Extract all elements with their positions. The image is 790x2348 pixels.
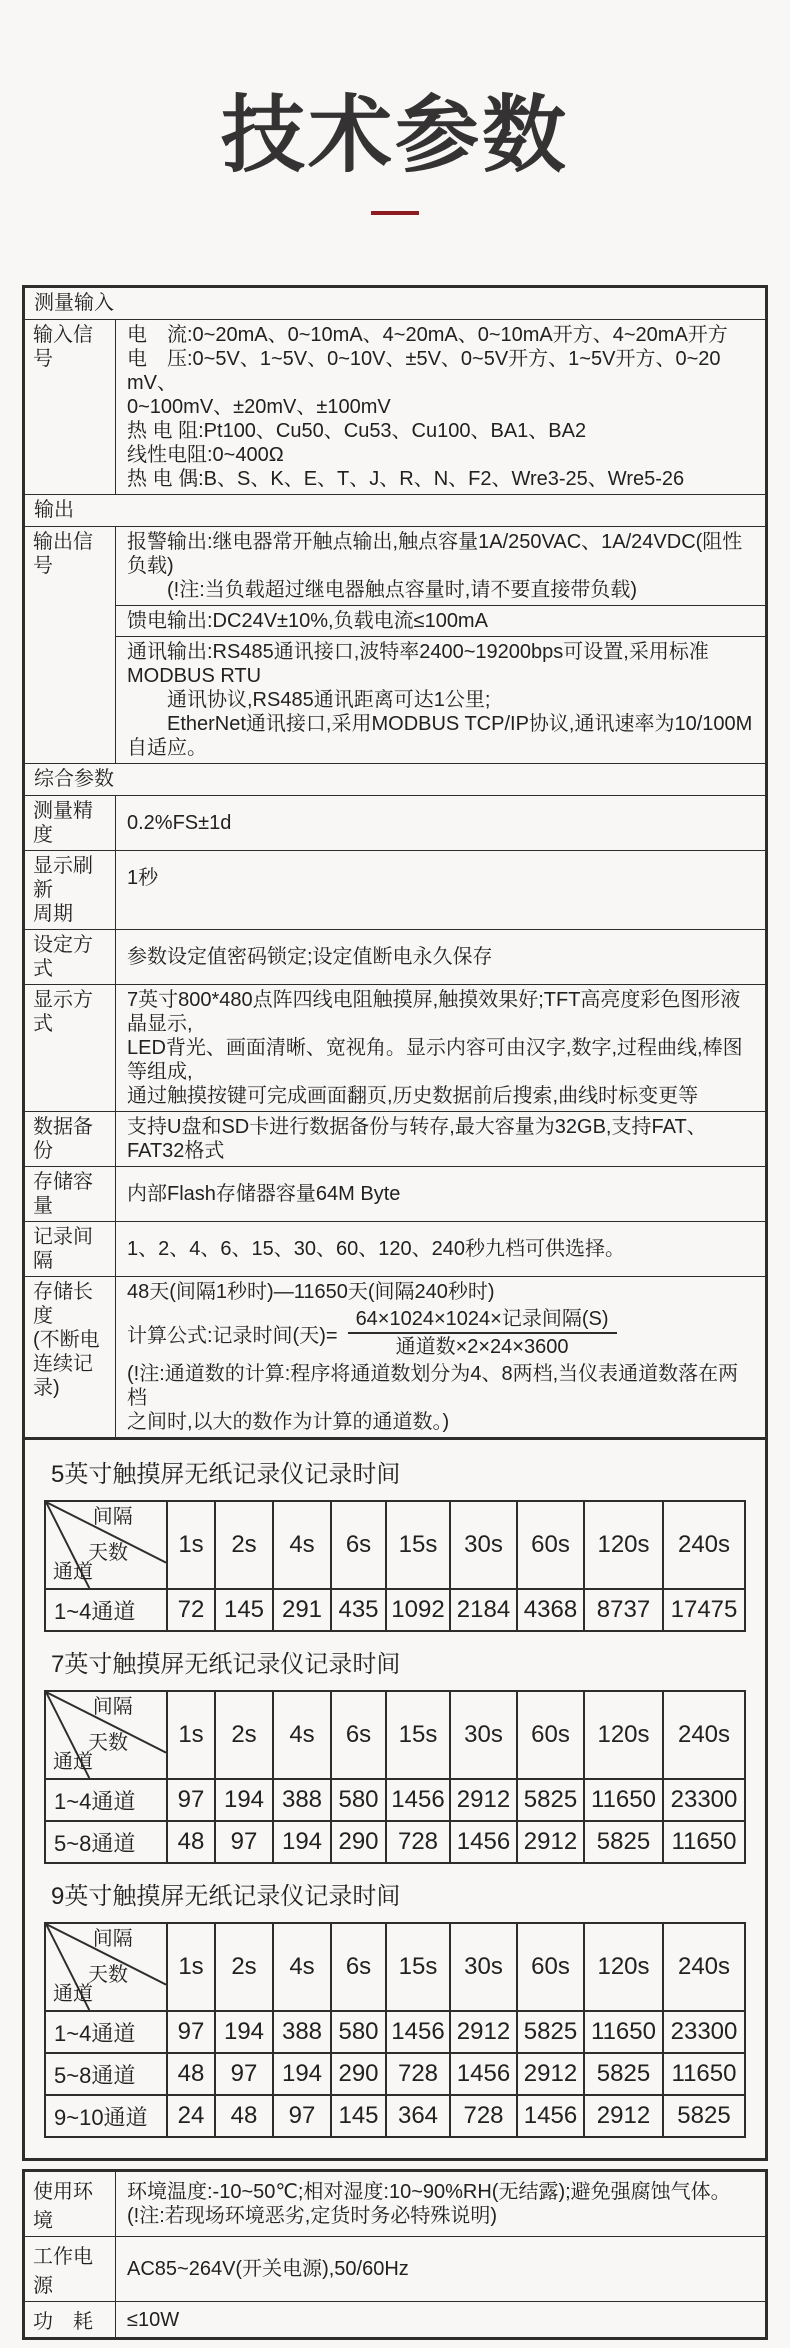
spec-row-label-line: 测量精度 xyxy=(33,800,93,846)
env-cell xyxy=(116,2171,767,2237)
spec-row xyxy=(24,606,767,637)
spec-text-line: 7英寸800*480点阵四线电阻触摸屏,触摸效果好;TFT高亮度彩色图形液晶显示, xyxy=(127,989,741,1035)
spec-cell xyxy=(116,985,767,1112)
record-days-cell: 435 xyxy=(331,1589,386,1631)
title-underline xyxy=(371,211,419,215)
record-days-cell: 290 xyxy=(331,1821,386,1863)
record-days-cell: 11650 xyxy=(584,2011,663,2053)
record-data-row xyxy=(45,2053,745,2095)
record-days-cell: 72 xyxy=(167,1589,215,1631)
record-days-cell: 11650 xyxy=(663,2053,745,2095)
record-header-row xyxy=(45,1691,745,1779)
record-data-row xyxy=(45,1779,745,1821)
spec-text-line: 1秒 xyxy=(127,867,159,889)
record-days-cell: 388 xyxy=(273,1779,331,1821)
env-row xyxy=(24,2237,767,2302)
spec-text-line xyxy=(127,890,754,914)
interval-header-cell: 120s xyxy=(584,1923,663,2011)
record-days-cell: 97 xyxy=(215,2053,273,2095)
interval-channel-corner-cell xyxy=(45,1501,167,1589)
interval-header-cell: 15s xyxy=(386,1923,450,2011)
record-days-cell: 2912 xyxy=(517,1821,584,1863)
interval-header-cell: 2s xyxy=(215,1923,273,2011)
spec-row xyxy=(24,851,767,930)
spec-cell xyxy=(116,1167,767,1222)
spec-section-label: 输出 xyxy=(24,495,767,527)
interval-header-cell: 30s xyxy=(450,1501,517,1589)
record-days-cell: 145 xyxy=(215,1589,273,1631)
record-days-cell: 1456 xyxy=(386,1779,450,1821)
env-row xyxy=(24,2302,767,2339)
record-days-cell: 194 xyxy=(215,2011,273,2053)
spec-row xyxy=(24,637,767,764)
spec-text-line: LED背光、画面清晰、宽视角。显示内容可由汉字,数字,过程曲线,棒图等组成, xyxy=(127,1037,743,1083)
record-header-row xyxy=(45,1923,745,2011)
record-data-row xyxy=(45,1589,745,1631)
formula-prefix: 计算公式:记录时间(天)= xyxy=(127,1324,338,1347)
record-days-cell: 97 xyxy=(215,1821,273,1863)
env-row-label: 使用环境 xyxy=(24,2171,116,2237)
environment-table-body xyxy=(24,2171,767,2339)
record-days-cell: 11650 xyxy=(584,1779,663,1821)
spec-cell xyxy=(116,606,767,637)
spec-row-label xyxy=(24,1222,116,1277)
spec-text-line: 0~100mV、±20mV、±100mV xyxy=(127,396,391,418)
interval-header-cell: 120s xyxy=(584,1501,663,1589)
record-days-cell: 97 xyxy=(167,2011,215,2053)
spec-row xyxy=(24,985,767,1112)
interval-header-cell: 2s xyxy=(215,1691,273,1779)
channel-range-cell: 5~8通道 xyxy=(45,2053,167,2095)
spec-cell xyxy=(116,637,767,764)
formula-fraction xyxy=(348,1307,617,1359)
record-days-cell: 194 xyxy=(215,1779,273,1821)
record-days-cell: 1456 xyxy=(450,1821,517,1863)
record-days-cell: 2912 xyxy=(517,2053,584,2095)
record-days-cell: 364 xyxy=(386,2095,450,2137)
record-days-cell: 145 xyxy=(331,2095,386,2137)
spec-text-line: 馈电输出:DC24V±10%,负载电流≤100mA xyxy=(127,610,488,632)
record-days-cell: 388 xyxy=(273,2011,331,2053)
spec-text-line: 热 电 偶:B、S、K、E、T、J、R、N、F2、Wre3-25、Wre5-26 xyxy=(127,468,685,490)
spec-cell xyxy=(116,851,767,930)
channel-range-cell: 1~4通道 xyxy=(45,1779,167,1821)
spec-row-label xyxy=(24,1112,116,1167)
spec-section-row xyxy=(24,287,767,320)
record-days-cell: 728 xyxy=(450,2095,517,2137)
record-table-head xyxy=(45,1691,745,1779)
record-days-cell: 291 xyxy=(273,1589,331,1631)
record-days-cell: 5825 xyxy=(663,2095,745,2137)
interval-header-cell: 6s xyxy=(331,1923,386,2011)
record-days-cell: 194 xyxy=(273,1821,331,1863)
corner-label-interval: 间隔 xyxy=(92,1696,133,1718)
spec-row-label-line: 输出信号 xyxy=(33,531,93,577)
spec-text-line: 1、2、4、6、15、30、60、120、240秒九档可供选择。 xyxy=(127,1238,625,1260)
record-days-cell: 17475 xyxy=(663,1589,745,1631)
record-table-head xyxy=(45,1501,745,1589)
record-days-cell: 5825 xyxy=(584,2053,663,2095)
record-days-cell: 11650 xyxy=(663,1821,745,1863)
env-cell xyxy=(116,2237,767,2302)
interval-channel-corner-cell xyxy=(45,1923,167,2011)
env-cell xyxy=(116,2302,767,2339)
corner-label-days: 天数 xyxy=(88,1732,128,1755)
spec-text-line: 内部Flash存储器容量64M Byte xyxy=(127,1183,401,1205)
spec-text-line: 支持U盘和SD卡进行数据备份与转存,最大容量为32GB,支持FAT、FAT32格式 xyxy=(127,1116,707,1162)
corner-label-channel: 通道 xyxy=(53,1751,93,1773)
spec-row-label-line: 设定方式 xyxy=(33,934,93,980)
record-days-cell: 194 xyxy=(273,2053,331,2095)
spec-text-line: (!注:当负载超过继电器触点容量时,请不要直接带负载) xyxy=(127,579,637,601)
channel-range-cell: 5~8通道 xyxy=(45,1821,167,1863)
record-days-cell: 728 xyxy=(386,2053,450,2095)
spec-row-label-line: 记录间隔 xyxy=(33,1226,93,1272)
record-table xyxy=(44,1922,746,2138)
spec-row-label-line: 显示刷新 xyxy=(33,855,93,901)
spec-row xyxy=(24,320,767,495)
spec-text-line: 电 流:0~20mA、0~10mA、4~20mA、0~10mA开方、4~20mA开方 xyxy=(127,324,728,346)
record-tables-box xyxy=(22,1440,768,2161)
record-days-cell: 24 xyxy=(167,2095,215,2137)
page xyxy=(0,68,790,2348)
spec-text-line: 通过触摸按键可完成画面翻页,历史数据前后搜索,曲线时标变更等 xyxy=(127,1085,699,1107)
env-text-line: (!注:若现场环境恶劣,定货时务必特殊说明) xyxy=(127,2205,497,2227)
record-days-cell: 23300 xyxy=(663,2011,745,2053)
env-text-line: ≤10W xyxy=(127,2308,180,2331)
record-days-cell: 5825 xyxy=(517,2011,584,2053)
interval-header-cell: 6s xyxy=(331,1501,386,1589)
record-days-cell: 97 xyxy=(273,2095,331,2137)
corner-label-interval: 间隔 xyxy=(92,1506,133,1528)
interval-header-cell: 1s xyxy=(167,1501,215,1589)
spec-text-line: 0.2%FS±1d xyxy=(127,812,232,834)
spec-row-label xyxy=(24,1277,116,1439)
spec-note-line: 之间时,以大的数作为计算的通道数。) xyxy=(127,1411,450,1433)
interval-channel-corner-cell xyxy=(45,1691,167,1779)
spec-cell xyxy=(116,796,767,851)
interval-header-cell: 240s xyxy=(663,1691,745,1779)
spec-text-line: 通讯协议,RS485通讯距离可达1公里; xyxy=(127,689,491,711)
record-table xyxy=(44,1690,746,1864)
storage-formula xyxy=(127,1307,754,1359)
spec-section-row xyxy=(24,764,767,796)
interval-header-cell: 240s xyxy=(663,1923,745,2011)
record-table-body xyxy=(45,1589,745,1631)
environment-table xyxy=(22,2169,768,2340)
corner-label-channel: 通道 xyxy=(53,1561,93,1583)
spec-row xyxy=(24,796,767,851)
interval-header-cell: 60s xyxy=(517,1501,584,1589)
spec-row-label xyxy=(24,796,116,851)
spec-text-line: 报警输出:继电器常开触点输出,触点容量1A/250VAC、1A/24VDC(阻性负载) xyxy=(127,531,743,577)
spec-table xyxy=(22,285,768,1440)
record-days-cell: 2184 xyxy=(450,1589,517,1631)
spec-row-label xyxy=(24,851,116,930)
record-days-cell: 8737 xyxy=(584,1589,663,1631)
interval-header-cell: 2s xyxy=(215,1501,273,1589)
spec-cell xyxy=(116,1222,767,1277)
interval-header-cell: 4s xyxy=(273,1691,331,1779)
record-days-cell: 48 xyxy=(215,2095,273,2137)
spec-row xyxy=(24,1167,767,1222)
spec-row-label xyxy=(24,985,116,1112)
interval-header-cell: 15s xyxy=(386,1691,450,1779)
record-days-cell: 48 xyxy=(167,1821,215,1863)
spec-row-label xyxy=(24,320,116,495)
interval-header-cell: 15s xyxy=(386,1501,450,1589)
record-table-title: 5英寸触摸屏无纸记录仪记录时间 xyxy=(51,1461,401,1488)
record-table xyxy=(44,1500,746,1632)
record-days-cell: 1092 xyxy=(386,1589,450,1631)
record-days-cell: 2912 xyxy=(450,2011,517,2053)
spec-cell xyxy=(116,1112,767,1167)
record-days-cell: 48 xyxy=(167,2053,215,2095)
channel-range-cell: 1~4通道 xyxy=(45,1589,167,1631)
spec-row xyxy=(24,1112,767,1167)
record-days-cell: 97 xyxy=(167,1779,215,1821)
spec-row xyxy=(24,930,767,985)
record-data-row xyxy=(45,2095,745,2137)
interval-header-cell: 60s xyxy=(517,1691,584,1779)
spec-row-label-line: 输入信号 xyxy=(33,324,93,370)
record-data-row xyxy=(45,1821,745,1863)
env-text-line: AC85~264V(开关电源),50/60Hz xyxy=(127,2258,409,2280)
spec-text-line: EtherNet通讯接口,采用MODBUS TCP/IP协议,通讯速率为10/100M自适应。 xyxy=(127,713,753,759)
record-days-cell: 1456 xyxy=(386,2011,450,2053)
corner-label-channel: 通道 xyxy=(53,1983,93,2005)
spec-row-label-line: 存储长度 xyxy=(33,1281,93,1327)
spec-section-label: 综合参数 xyxy=(24,764,767,796)
formula-denominator: 通道数×2×24×3600 xyxy=(395,1336,569,1358)
record-data-row xyxy=(45,2011,745,2053)
spec-note-line: (!注:通道数的计算:程序将通道数划分为4、8两档,当仪表通道数落在两档 xyxy=(127,1363,739,1409)
record-days-cell: 5825 xyxy=(584,1821,663,1863)
spec-text-line: 线性电阻:0~400Ω xyxy=(127,444,284,466)
spec-row xyxy=(24,1222,767,1277)
interval-header-cell: 4s xyxy=(273,1923,331,2011)
page-title: 技术参数 xyxy=(220,88,569,182)
interval-header-cell: 240s xyxy=(663,1501,745,1589)
interval-header-cell: 30s xyxy=(450,1691,517,1779)
record-days-cell: 580 xyxy=(331,2011,386,2053)
record-days-cell: 23300 xyxy=(663,1779,745,1821)
channel-range-cell: 9~10通道 xyxy=(45,2095,167,2137)
spec-row xyxy=(24,1277,767,1439)
channel-range-cell: 1~4通道 xyxy=(45,2011,167,2053)
interval-header-cell: 120s xyxy=(584,1691,663,1779)
env-row-label: 工作电源 xyxy=(24,2237,116,2302)
record-days-cell: 728 xyxy=(386,1821,450,1863)
interval-header-cell: 30s xyxy=(450,1923,517,2011)
record-days-cell: 4368 xyxy=(517,1589,584,1631)
interval-header-cell: 1s xyxy=(167,1923,215,2011)
record-header-row xyxy=(45,1501,745,1589)
record-table-body xyxy=(45,1779,745,1863)
spec-cell xyxy=(116,527,767,606)
spec-row-label-line: 周期 xyxy=(33,903,73,925)
bottom-spacer xyxy=(22,2340,768,2348)
spec-text-line: 热 电 阻:Pt100、Cu50、Cu53、Cu100、BA1、BA2 xyxy=(127,420,587,442)
env-text-line: 环境温度:-10~50℃;相对湿度:10~90%RH(无结露);避免强腐蚀气体。 xyxy=(127,2181,731,2203)
corner-label-days: 天数 xyxy=(88,1542,128,1565)
spec-section-label: 测量输入 xyxy=(24,287,767,320)
spec-text-line: 通讯输出:RS485通讯接口,波特率2400~19200bps可设置,采用标准MODBUS RTU xyxy=(127,641,709,687)
formula-numerator: 64×1024×1024×记录间隔(S) xyxy=(348,1307,617,1334)
spec-cell xyxy=(116,320,767,495)
record-days-cell: 1456 xyxy=(450,2053,517,2095)
record-days-cell: 2912 xyxy=(450,1779,517,1821)
record-days-cell: 580 xyxy=(331,1779,386,1821)
spec-cell xyxy=(116,1277,767,1439)
interval-header-cell: 6s xyxy=(331,1691,386,1779)
record-days-cell: 2912 xyxy=(584,2095,663,2137)
record-table-head xyxy=(45,1923,745,2011)
spec-text-line: 电 压:0~5V、1~5V、0~10V、±5V、0~5V开方、1~5V开方、0~20 mV、 xyxy=(127,348,721,394)
interval-header-cell: 60s xyxy=(517,1923,584,2011)
spec-row xyxy=(24,527,767,606)
record-table-body xyxy=(45,2011,745,2137)
env-row xyxy=(24,2171,767,2237)
corner-label-days: 天数 xyxy=(88,1964,128,1987)
spec-text-line: 48天(间隔1秒时)—11650天(间隔240秒时) xyxy=(127,1281,495,1303)
env-row-label: 功 耗 xyxy=(24,2302,116,2339)
spec-section-row xyxy=(24,495,767,527)
record-table-title: 7英寸触摸屏无纸记录仪记录时间 xyxy=(51,1651,401,1678)
record-days-cell: 290 xyxy=(331,2053,386,2095)
record-days-cell: 5825 xyxy=(517,1779,584,1821)
interval-header-cell: 4s xyxy=(273,1501,331,1589)
spec-row-label xyxy=(24,930,116,985)
spec-row-label-line: 连续记录) xyxy=(33,1353,93,1399)
spec-row-label-line: 存储容量 xyxy=(33,1171,93,1217)
record-table-title: 9英寸触摸屏无纸记录仪记录时间 xyxy=(51,1883,401,1910)
spec-row-label xyxy=(24,1167,116,1222)
spec-row-label-line: 数据备份 xyxy=(33,1116,93,1162)
record-days-cell: 1456 xyxy=(517,2095,584,2137)
spec-table-body xyxy=(24,287,767,1439)
spec-cell xyxy=(116,930,767,985)
interval-header-cell: 1s xyxy=(167,1691,215,1779)
spec-row-label-line: 显示方式 xyxy=(33,989,93,1035)
spec-text-line: 参数设定值密码锁定;设定值断电永久保存 xyxy=(127,946,493,968)
corner-label-interval: 间隔 xyxy=(92,1928,133,1950)
spec-row-label-line: (不断电 xyxy=(33,1329,100,1351)
spec-row-label xyxy=(24,527,116,764)
